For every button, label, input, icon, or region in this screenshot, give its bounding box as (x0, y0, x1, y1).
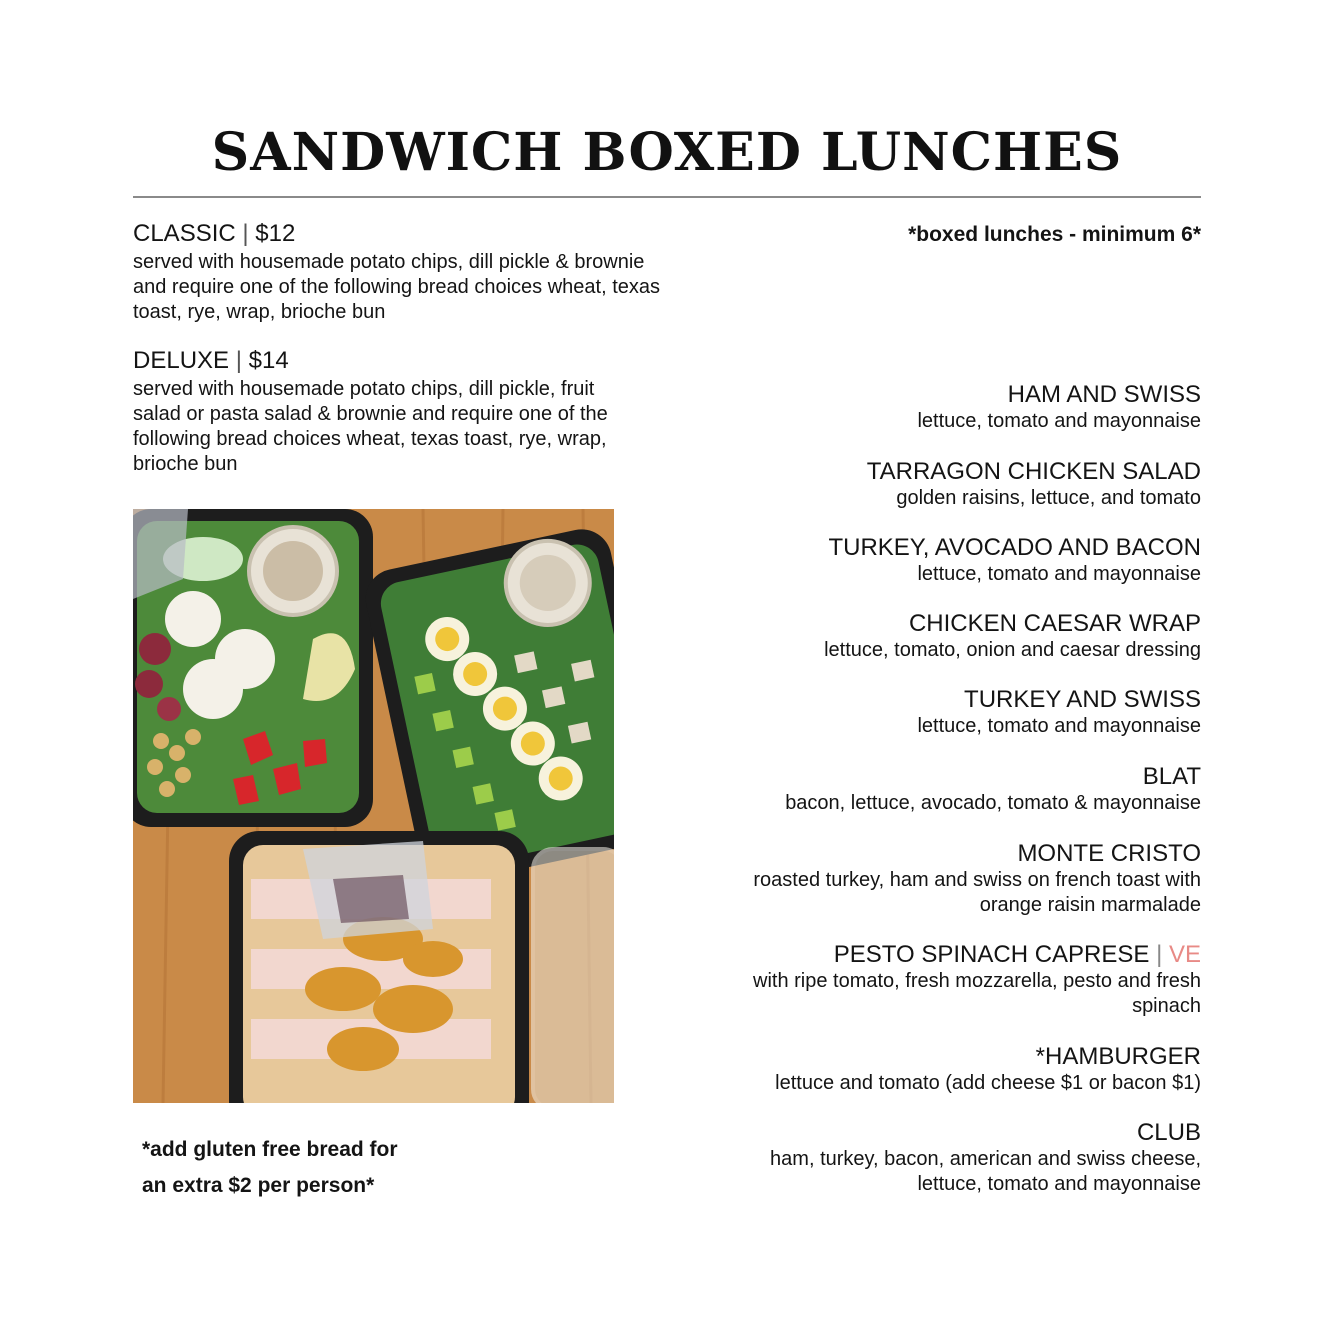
menu-item-description: ham, turkey, bacon, american and swiss cheese, (770, 1148, 1201, 1170)
package-name: CLASSIC (133, 220, 236, 247)
menu-item-description: lettuce, tomato and mayonnaise (917, 410, 1201, 432)
minimum-order-note: *boxed lunches - minimum 6* (908, 223, 1201, 246)
menu-item-name: TURKEY, AVOCADO AND BACON (828, 534, 1201, 561)
package-description: served with housemade potato chips, dill pickle & brownie and require one of the following bread choices wheat, texas toast, rye, wrap, brioche bun (133, 251, 661, 323)
menu-item-description: with ripe tomato, fresh mozzarella, pesto and fresh (753, 970, 1201, 992)
menu-item-name: *HAMBURGER (1035, 1043, 1201, 1070)
menu-item-name: MONTE CRISTO (1017, 840, 1201, 867)
package-deluxe: DELUXE | $14 served with housemade potato chips, dill pickle, fruit salad or pasta salad & brownie and require one of the following bread choices wheat, texas toast, rye, wrap, brioche bun (133, 347, 673, 477)
menu-item-name: PESTO SPINACH CAPRESE (833, 941, 1150, 968)
menu-item (681, 1043, 1201, 1096)
title-divider (133, 196, 1201, 198)
package-price: $12 (255, 220, 296, 247)
menu-item-description: bacon, lettuce, avocado, tomato & mayonnaise (785, 792, 1201, 814)
menu-item (681, 610, 1201, 663)
menu-item: PESTO SPINACH CAPRESE | VE with ripe tomato, fresh mozzarella, pesto and fresh spinach (681, 941, 1201, 1019)
menu-item (681, 763, 1201, 816)
menu-item-description: golden raisins, lettuce, and tomato (896, 487, 1201, 509)
menu-item (681, 1119, 1201, 1197)
package-name: DELUXE (133, 347, 230, 374)
menu-item-name: CLUB (1136, 1119, 1201, 1146)
menu-item-description: roasted turkey, ham and swiss on french toast with (753, 869, 1201, 891)
vegetarian-tag: VE (1168, 941, 1201, 968)
package-description: served with housemade potato chips, dill pickle, fruit salad or pasta salad & brownie and require one of the following bread choices wheat, texas toast, rye, wrap, brioche bun (133, 378, 608, 475)
page-title: SANDWICH BOXED LUNCHES (211, 122, 1123, 183)
menu-item-name: TURKEY AND SWISS (964, 686, 1201, 713)
menu-item (681, 381, 1201, 434)
package-classic: CLASSIC | $12 served with housemade potato chips, dill pickle & brownie and require one of the following bread choices wheat, texas toast, rye, wrap, brioche bun (133, 220, 673, 325)
menu-item (681, 686, 1201, 739)
menu-item-description: lettuce, tomato and mayonnaise (917, 563, 1201, 585)
package-price: $14 (248, 347, 289, 374)
menu-item (681, 840, 1201, 918)
menu-item-name: CHICKEN CAESAR WRAP (908, 610, 1201, 637)
menu-item-description: lettuce and tomato (add cheese $1 or bacon $1) (775, 1072, 1201, 1094)
menu-item-description: orange raisin marmalade (979, 894, 1201, 916)
menu-item (681, 458, 1201, 511)
menu-item (681, 534, 1201, 587)
menu-item-name: BLAT (1142, 763, 1201, 790)
menu-item-description: lettuce, tomato and mayonnaise (917, 1173, 1201, 1195)
menu-item-name: HAM AND SWISS (1007, 381, 1201, 408)
boxed-lunch-photo (133, 509, 614, 1103)
gluten-free-note: *add gluten free bread for an extra $2 per person* (142, 1138, 398, 1197)
menu-item-description: lettuce, tomato and mayonnaise (917, 715, 1201, 737)
menu-item-description: lettuce, tomato, onion and caesar dressing (824, 639, 1201, 661)
menu-item-description: spinach (1132, 995, 1201, 1017)
menu-item-name: TARRAGON CHICKEN SALAD (866, 458, 1201, 485)
